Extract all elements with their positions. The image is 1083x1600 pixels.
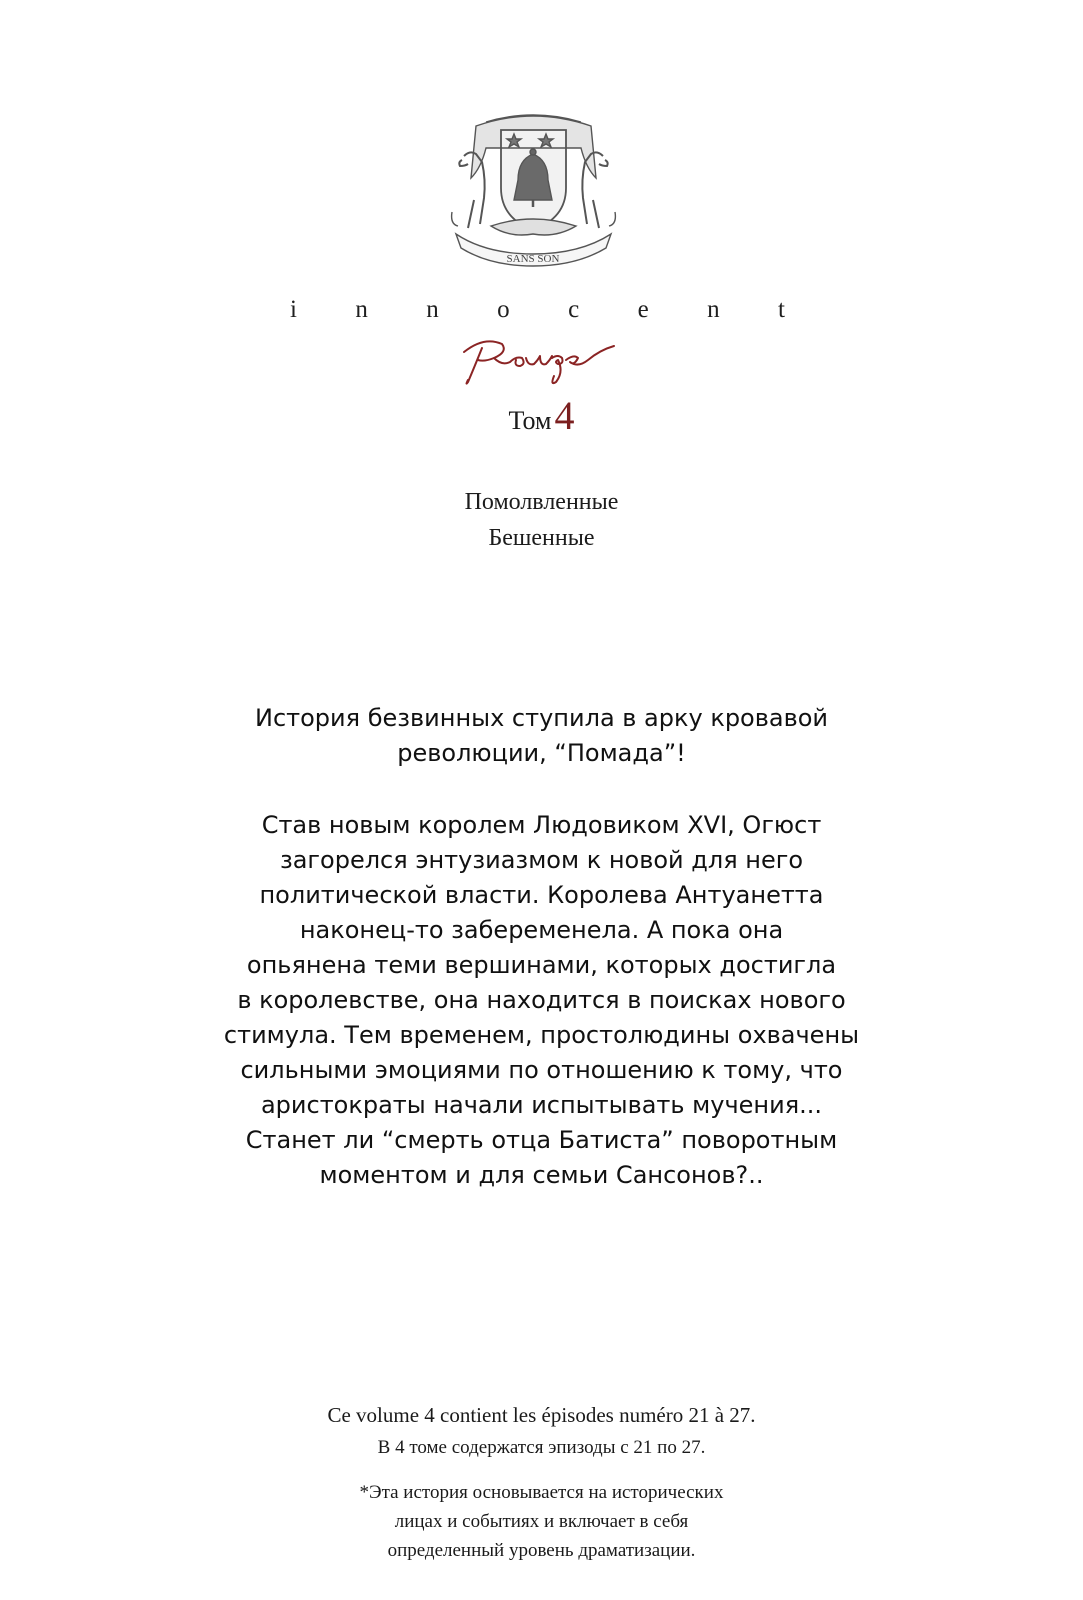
crest-motto: SANS SON [506, 253, 560, 265]
synopsis-line: стимула. Тем временем, простолюдины охвачены [223, 1021, 860, 1049]
episode-note-french: Ce volume 4 contient les épisodes numéro 21 à 27. [327, 1403, 756, 1427]
synopsis-line: Станет ли “смерть отца Батиста” поворотным [245, 1126, 838, 1154]
series-letter: t [778, 296, 785, 323]
rouge-script-logo [454, 332, 624, 394]
synopsis-paragraph-1 [0, 701, 1083, 771]
volume-label [0, 392, 1083, 439]
series-letter: n [355, 296, 368, 323]
synopsis-line: в королевстве, она находится в поисках нового [237, 986, 846, 1014]
crest-icon [446, 108, 621, 268]
series-letter: n [426, 296, 439, 323]
episode-note-russian: В 4 томе содержатся эпизоды с 21 по 27. [377, 1437, 706, 1458]
synopsis-line: наконец-то забеременела. А пока она [299, 916, 784, 944]
synopsis-line: История безвинных ступила в арку кровавой [254, 704, 829, 732]
rouge-signature-icon [454, 332, 624, 394]
volume-word: Том [508, 406, 552, 435]
synopsis-line: загорелся энтузиазмом к новой для него [279, 846, 804, 874]
series-letter: c [568, 296, 580, 323]
episode-title-2: Бешенные [488, 525, 595, 551]
synopsis-line: революции, “Помада”! [397, 739, 686, 767]
coat-of-arms-emblem [446, 108, 621, 268]
series-letter: n [707, 296, 720, 323]
series-letter: e [637, 296, 649, 323]
synopsis-line: опьянена теми вершинами, которых достигла [246, 951, 837, 979]
disclaimer-line: лицах и событиях и включает в себя [394, 1511, 689, 1532]
series-letter: o [497, 296, 510, 323]
synopsis-line: Став новым королем Людовиком XVI, Огюст [261, 811, 822, 839]
series-title [290, 296, 785, 324]
disclaimer-line: определенный уровень драматизации. [387, 1540, 696, 1561]
volume-number: 4 [554, 393, 575, 438]
synopsis-line: аристократы начали испытывать мучения... [260, 1091, 823, 1119]
synopsis-line: политической власти. Королева Антуанетта [259, 881, 824, 909]
synopsis-line: моментом и для семьи Сансонов?.. [319, 1161, 764, 1189]
synopsis-line: сильными эмоциями по отношению к тому, что [240, 1056, 843, 1084]
historical-disclaimer [0, 1478, 1083, 1565]
disclaimer-line: *Эта история основывается на исторических [359, 1482, 724, 1503]
series-letter: i [290, 296, 297, 323]
synopsis-paragraph-2 [0, 808, 1083, 1193]
episode-title-1: Помолвленные [464, 489, 619, 515]
